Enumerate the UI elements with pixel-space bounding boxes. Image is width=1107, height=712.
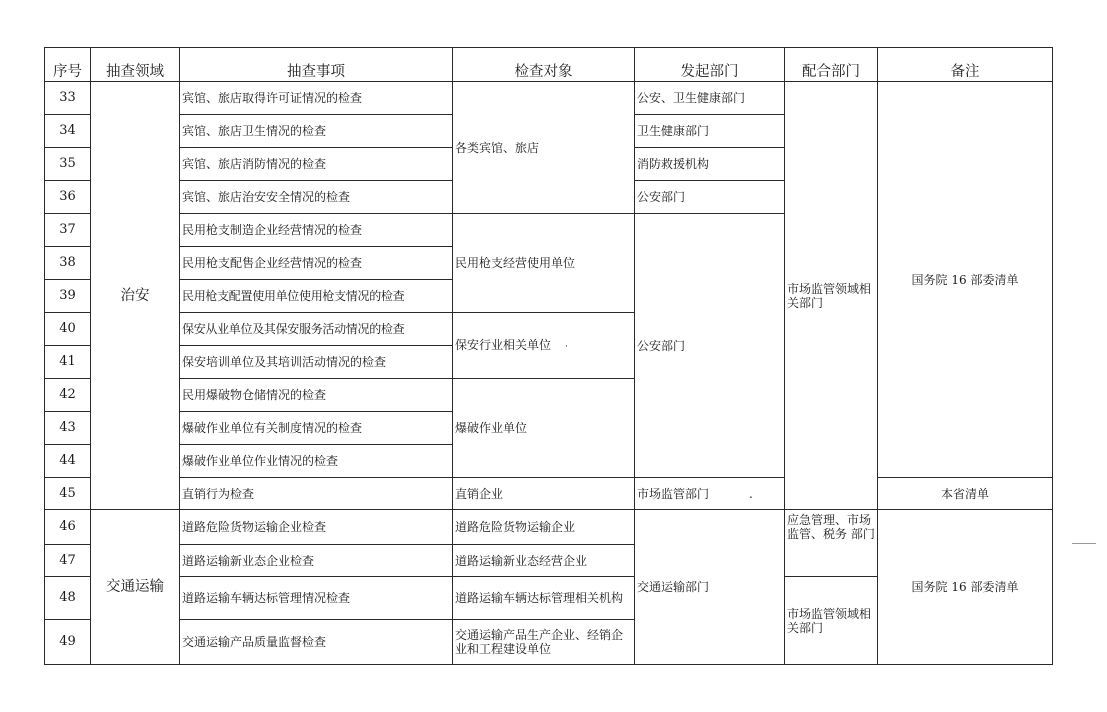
- row-number: 42: [45, 379, 91, 412]
- scan-mark: [1072, 543, 1096, 544]
- dept-cell: [635, 478, 785, 510]
- field-cell: 交通运输: [91, 510, 180, 665]
- table-row: [45, 510, 1053, 545]
- item-cell: 宾馆、旅店取得许可证情况的检查: [180, 82, 453, 115]
- row-number: 33: [45, 82, 91, 115]
- row-number: 36: [45, 181, 91, 214]
- row-number: 47: [45, 545, 91, 577]
- coop-cell: 市场监管领域相关部门: [785, 82, 878, 510]
- dept-text: 市场监管部门: [637, 486, 710, 501]
- row-number: 49: [45, 620, 91, 665]
- note-cell: 本省清单: [878, 478, 1053, 510]
- target-cell: 交通运输产品生产企业、经销企业和工程建设单位: [453, 620, 635, 665]
- item-cell: 保安培训单位及其培训活动情况的检查: [180, 346, 453, 379]
- header-row: [45, 48, 1053, 82]
- row-number: 48: [45, 577, 91, 620]
- field-cell: 治安: [91, 82, 180, 510]
- target-cell: 各类宾馆、旅店: [453, 82, 635, 214]
- stray-dot: ·: [565, 341, 568, 352]
- header-target: 检查对象: [453, 48, 635, 82]
- item-cell: 宾馆、旅店治安安全情况的检查: [180, 181, 453, 214]
- row-number: 45: [45, 478, 91, 510]
- row-number: 44: [45, 445, 91, 478]
- dept-cell: 公安、卫生健康部门: [635, 82, 785, 115]
- row-number: 35: [45, 148, 91, 181]
- item-cell: 民用爆破物仓储情况的检查: [180, 379, 453, 412]
- table-row: [45, 478, 1053, 510]
- dept-cell: 公安部门: [635, 181, 785, 214]
- stray-dot: .: [749, 486, 753, 501]
- row-number: 37: [45, 214, 91, 247]
- item-cell: 交通运输产品质量监督检查: [180, 620, 453, 665]
- target-cell: 道路危险货物运输企业: [453, 510, 635, 545]
- item-cell: 直销行为检查: [180, 478, 453, 510]
- header-item: 抽查事项: [180, 48, 453, 82]
- inspection-table: [44, 47, 1053, 665]
- header-seq: 序号: [45, 48, 91, 82]
- item-cell: 宾馆、旅店卫生情况的检查: [180, 115, 453, 148]
- header-field: 抽查领域: [91, 48, 180, 82]
- target-cell: 民用枪支经营使用单位: [453, 214, 635, 313]
- coop-cell: 应急管理、市场监管、税务 部门: [785, 510, 878, 577]
- item-cell: 宾馆、旅店消防情况的检查: [180, 148, 453, 181]
- row-number: 43: [45, 412, 91, 445]
- header-note: 备注: [878, 48, 1053, 82]
- item-cell: 道路危险货物运输企业检查: [180, 510, 453, 545]
- row-number: 40: [45, 313, 91, 346]
- note-cell: 国务院 16 部委清单: [878, 82, 1053, 478]
- item-cell: 民用枪支制造企业经营情况的检查: [180, 214, 453, 247]
- target-cell: 爆破作业单位: [453, 379, 635, 478]
- row-number: 39: [45, 280, 91, 313]
- item-cell: 民用枪支配售企业经营情况的检查: [180, 247, 453, 280]
- row-number: 46: [45, 510, 91, 545]
- row-number: 38: [45, 247, 91, 280]
- dept-cell: 交通运输部门: [635, 510, 785, 665]
- coop-cell: 市场监管领域相关部门: [785, 577, 878, 665]
- header-coop: 配合部门: [785, 48, 878, 82]
- dept-cell: 消防救援机构: [635, 148, 785, 181]
- item-cell: 爆破作业单位有关制度情况的检查: [180, 412, 453, 445]
- item-cell: 保安从业单位及其保安服务活动情况的检查: [180, 313, 453, 346]
- row-number: 41: [45, 346, 91, 379]
- item-cell: 民用枪支配置使用单位使用枪支情况的检查: [180, 280, 453, 313]
- dept-cell: 公安部门: [635, 214, 785, 478]
- item-cell: 爆破作业单位作业情况的检查: [180, 445, 453, 478]
- item-cell: 道路运输车辆达标管理情况检查: [180, 577, 453, 620]
- dept-cell: 卫生健康部门: [635, 115, 785, 148]
- note-cell: 国务院 16 部委清单: [878, 510, 1053, 665]
- item-cell: 道路运输新业态企业检查: [180, 545, 453, 577]
- target-cell: 直销企业: [453, 478, 635, 510]
- target-cell: 道路运输新业态经营企业: [453, 545, 635, 577]
- row-number: 34: [45, 115, 91, 148]
- target-text: 保安行业相关单位: [455, 337, 552, 352]
- table-row: [45, 82, 1053, 115]
- target-cell: [453, 313, 635, 379]
- target-cell: 道路运输车辆达标管理相关机构: [453, 577, 635, 620]
- header-dept: 发起部门: [635, 48, 785, 82]
